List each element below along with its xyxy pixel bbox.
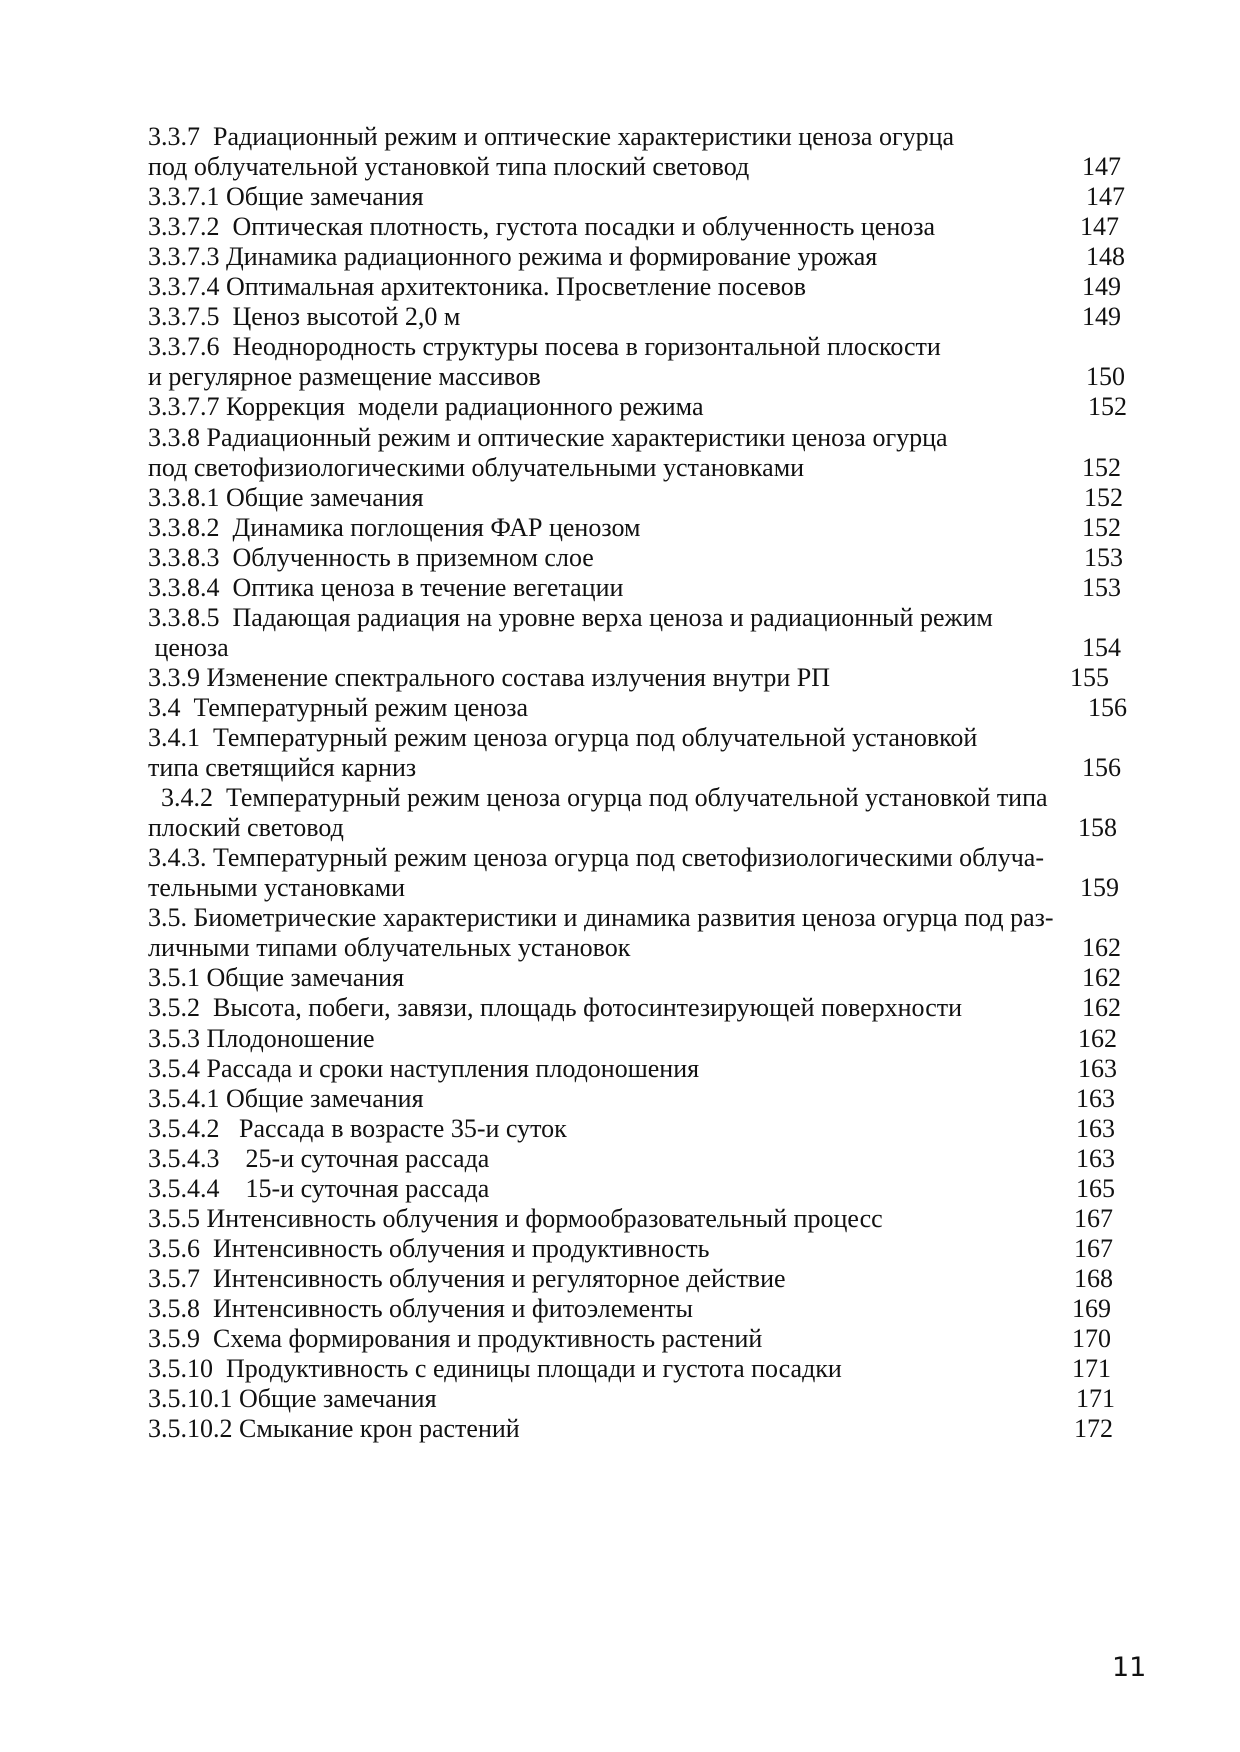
toc-entry-page: 167 xyxy=(1074,1203,1113,1233)
toc-entry-page: 162 xyxy=(1082,963,1121,993)
toc-entry-title: под облучательной установкой типа плоский световод xyxy=(148,152,750,182)
toc-entry-title: 3.5.9 Схема формирования и продуктивность растений xyxy=(148,1324,763,1353)
toc-entry-title: тельными установками xyxy=(148,873,406,903)
toc-entry-page: 162 xyxy=(1082,993,1121,1023)
toc-entry-title: 3.3.8.1 Общие замечания xyxy=(148,482,424,512)
toc-entry-page: 152 xyxy=(1084,482,1123,512)
toc-entry-page: 147 xyxy=(1080,212,1119,242)
toc-entry-title: 3.3.9 Изменение спектрального состава излучения внутри РП xyxy=(148,662,830,692)
toc-entry-title: 3.5.4.1 Общие замечания xyxy=(148,1083,424,1113)
toc-entry-title: 3.3.7.5 Ценоз высотой 2,0 м xyxy=(148,302,461,332)
toc-entry-title: 3.3.7.7 Коррекция модели радиационного режима xyxy=(148,392,704,422)
toc-entry-page: 147 xyxy=(1082,152,1121,182)
toc-entry-title: 3.5. Биометрические характеристики и динамика развития ценоза огурца под раз- xyxy=(148,903,1054,933)
toc-entry-title: типа светящийся карниз xyxy=(148,753,417,783)
toc-entry-title: 3.4.3. Температурный режим ценоза огурца под светофизиологическими облуча- xyxy=(148,843,1045,873)
toc-entry-title: 3.5.8 Интенсивность облучения и фитоэлементы xyxy=(148,1293,693,1323)
toc-entry-page: 171 xyxy=(1072,1354,1111,1384)
toc-entry-title: 3.3.7.4 Оптимальная архитектоника. Просветление посевов xyxy=(148,272,807,302)
toc-entry-title: 3.4 Температурный режим ценоза xyxy=(148,692,529,722)
toc-entry-title: под светофизиологическими облучательными установками xyxy=(148,452,805,482)
toc-entry-page: 156 xyxy=(1088,692,1127,722)
page-number: 11 xyxy=(1112,1652,1147,1683)
toc-entry-page: 170 xyxy=(1072,1324,1111,1353)
toc-entry-page: 172 xyxy=(1074,1414,1113,1444)
toc-entry-page: 153 xyxy=(1084,542,1123,572)
toc-entry-page: 159 xyxy=(1080,873,1119,903)
toc-entry-title: 3.3.8.3 Облученность в приземном слое xyxy=(148,542,594,572)
toc-entry-page: 154 xyxy=(1082,632,1121,662)
toc-entry-title: 3.5.10.2 Смыкание крон растений xyxy=(148,1414,520,1444)
toc-entry-title: 3.5.10 Продуктивность с единицы площади и густота посадки xyxy=(148,1354,842,1384)
toc-entry-title: 3.3.8.5 Падающая радиация на уровне верха ценоза и радиационный режим xyxy=(148,602,993,632)
toc-entry-page: 158 xyxy=(1078,813,1117,843)
toc-entry-page: 162 xyxy=(1078,1023,1117,1053)
toc-entry-title: 3.4.1 Температурный режим ценоза огурца под облучательной установкой xyxy=(148,723,978,752)
toc-entry-title: 3.5.1 Общие замечания xyxy=(148,963,405,993)
toc-entry-title: 3.3.7.2 Оптическая плотность, густота посадки и облученность ценоза xyxy=(148,212,936,242)
toc-entry-page: 152 xyxy=(1082,512,1121,542)
toc-entry-page: 163 xyxy=(1078,1053,1117,1083)
toc-entry-title: 3.5.4.3 25-и суточная рассада xyxy=(148,1143,490,1173)
toc-entry-page: 163 xyxy=(1076,1113,1115,1143)
toc-entry-title: 3.5.3 Плодоношение xyxy=(148,1023,375,1053)
toc-entry-title: 3.5.4 Рассада и сроки наступления плодоношения xyxy=(148,1053,700,1083)
toc-entry-page: 163 xyxy=(1076,1143,1115,1173)
toc-entry-page: 156 xyxy=(1082,753,1121,783)
toc-entry-title: 3.4.2 Температурный режим ценоза огурца под облучательной установкой типа xyxy=(148,783,1048,813)
toc-entry-page: 162 xyxy=(1082,933,1121,963)
toc-entry-title: 3.3.8.2 Динамика поглощения ФАР ценозом xyxy=(148,512,641,542)
toc-entry-page: 167 xyxy=(1074,1233,1113,1263)
toc-entry-page: 149 xyxy=(1082,272,1121,302)
toc-entry-title: 3.5.2 Высота, побеги, завязи, площадь фотосинтезирующей поверхности xyxy=(148,993,963,1023)
toc-entry-page: 165 xyxy=(1076,1173,1115,1203)
toc-entry-title: 3.3.7.6 Неоднородность структуры посева в горизонтальной плоскости xyxy=(148,332,941,362)
toc-entry-page: 152 xyxy=(1088,392,1127,422)
toc-entry-page: 171 xyxy=(1076,1384,1115,1414)
toc-entry-title: 3.3.8 Радиационный режим и оптические характеристики ценоза огурца xyxy=(148,422,948,452)
toc-entry-title: 3.3.8.4 Оптика ценоза в течение вегетации xyxy=(148,572,624,602)
toc-entry-page: 149 xyxy=(1082,302,1121,332)
toc-entry-page: 168 xyxy=(1074,1263,1113,1293)
toc-entry-page: 155 xyxy=(1070,662,1109,692)
toc-entry-title: ценоза xyxy=(148,632,229,662)
toc-entry-page: 147 xyxy=(1086,182,1125,212)
toc-entry-page: 148 xyxy=(1086,242,1125,272)
toc-entry-title: 3.3.7 Радиационный режим и оптические характеристики ценоза огурца xyxy=(148,122,955,151)
toc-entry-page: 150 xyxy=(1086,362,1125,392)
toc-entry-page: 152 xyxy=(1082,452,1121,482)
toc-entry-title: 3.3.7.1 Общие замечания xyxy=(148,182,424,212)
toc-entry-page: 169 xyxy=(1072,1293,1111,1323)
toc-entry-title: и регулярное размещение массивов xyxy=(148,362,541,392)
toc-entry-title: плоский световод xyxy=(148,813,344,843)
toc-entry-title: 3.5.4.4 15-и суточная рассада xyxy=(148,1173,490,1203)
toc-entry-title: 3.5.5 Интенсивность облучения и формообразовательный процесс xyxy=(148,1203,883,1233)
toc-entry-page: 153 xyxy=(1082,572,1121,602)
toc-entry-title: 3.5.10.1 Общие замечания xyxy=(148,1384,437,1414)
toc-entry-page: 163 xyxy=(1076,1083,1115,1113)
toc-entry-title: 3.3.7.3 Динамика радиационного режима и формирование урожая xyxy=(148,242,878,272)
toc-entry-title: личными типами облучательных установок xyxy=(148,933,631,963)
toc-entry-title: 3.5.6 Интенсивность облучения и продуктивность xyxy=(148,1233,710,1263)
toc-entry-title: 3.5.4.2 Рассада в возрасте 35-и суток xyxy=(148,1113,567,1143)
toc-entry-title: 3.5.7 Интенсивность облучения и регуляторное действие xyxy=(148,1263,786,1293)
